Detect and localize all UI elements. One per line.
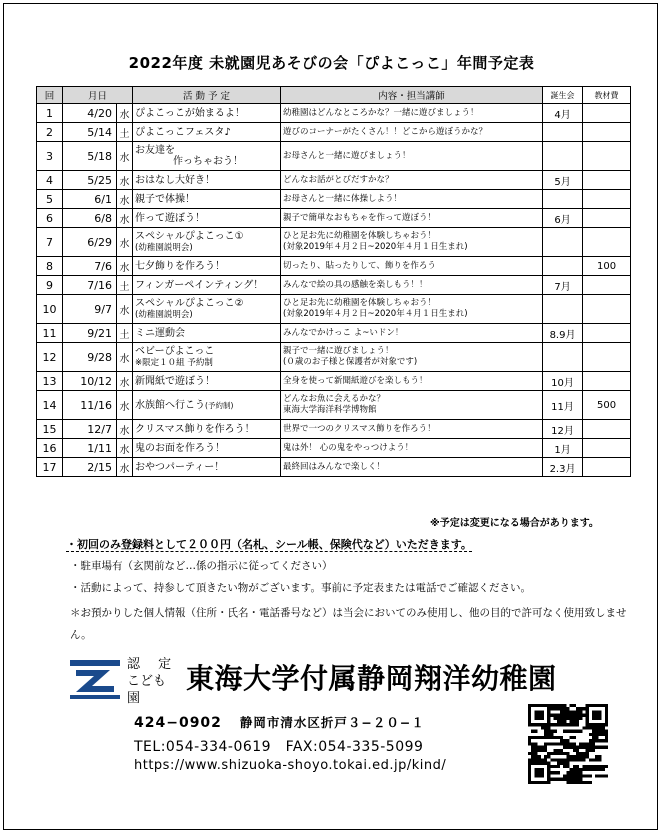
cell-material (583, 228, 631, 257)
event-title: ベビーぴよこっこ (135, 345, 215, 357)
table-row (37, 190, 631, 209)
cell-material: 100 (583, 257, 631, 276)
table-row (37, 276, 631, 295)
cell-date: 9/21 (63, 324, 117, 343)
cell-no: 5 (37, 190, 63, 209)
cell-material (583, 372, 631, 391)
cell-birthday: 12月 (543, 420, 583, 439)
cell-day: 水 (117, 209, 133, 228)
cell-day: 水 (117, 343, 133, 372)
event-subtitle: (幼稚園説明会) (135, 309, 193, 320)
cell-date: 9/28 (63, 343, 117, 372)
content-line-1: どんなお魚に会えるかな？ (283, 394, 386, 404)
table-row (37, 228, 631, 257)
kindergarten-name: 東海大学付属静岡翔洋幼稚園 (186, 662, 557, 695)
cell-content (281, 420, 543, 439)
event-title: スペシャルぴよこっこ② (135, 297, 244, 309)
cell-content (281, 209, 543, 228)
cell-no: 3 (37, 142, 63, 171)
cell-birthday: 2.3月 (543, 458, 583, 477)
nintei-char-3: こども (127, 674, 167, 689)
cell-content (281, 257, 543, 276)
cell-birthday (543, 295, 583, 324)
event-subtitle: 作っちゃおう！ (173, 156, 244, 167)
cell-birthday: 8.9月 (543, 324, 583, 343)
cell-date: 7/6 (63, 257, 117, 276)
cell-no: 16 (37, 439, 63, 458)
cell-birthday (543, 190, 583, 209)
cell-no: 4 (37, 171, 63, 190)
cell-event (133, 391, 281, 420)
cell-day: 水 (117, 104, 133, 123)
table-row (37, 324, 631, 343)
cell-no: 7 (37, 228, 63, 257)
table-row (37, 372, 631, 391)
cell-material (583, 190, 631, 209)
table-row (37, 295, 631, 324)
event-title: ミニ運動会 (135, 327, 186, 339)
cell-day: 水 (117, 171, 133, 190)
table-row (37, 209, 631, 228)
cell-event (133, 190, 281, 209)
cell-no: 6 (37, 209, 63, 228)
nintei-char-1: 認 (127, 657, 141, 672)
cell-material (583, 439, 631, 458)
cell-no: 1 (37, 104, 63, 123)
content-line-2: (０歳のお子様と保護者が対象です) (283, 357, 418, 367)
cell-event (133, 439, 281, 458)
content-line-1: 世界で一つのクリスマス飾りを作ろう！ (283, 423, 436, 434)
privacy-note: ＊お預かりした個人情報（住所・氏名・電話番号など）は当会においてのみ使用し、他の目的で許可なく使用致しません。 (70, 607, 627, 641)
cell-event (133, 104, 281, 123)
cell-material (583, 324, 631, 343)
content-line-2: (対象2019年４月２日~2020年４月１日生まれ) (283, 242, 468, 252)
event-title: おやつパーティー！ (135, 461, 225, 473)
cell-no: 14 (37, 391, 63, 420)
fee-note-text: ・初回のみ登録料として２００円（名札、シール帳、保険代など）いただきます。 (66, 538, 472, 551)
content-line-1: ひと足お先に幼稚園を体験しちゃおう！ (283, 231, 437, 241)
header-no: 回 (37, 87, 63, 104)
cell-no: 2 (37, 123, 63, 142)
content-line-1: みんなでかけっこ よ~いドン！ (283, 327, 404, 338)
event-title: お友達を (135, 145, 176, 156)
cell-date: 5/14 (63, 123, 117, 142)
cell-event (133, 257, 281, 276)
cell-date: 6/8 (63, 209, 117, 228)
table-row (37, 343, 631, 372)
qr-code-icon[interactable] (528, 704, 608, 784)
page-title: 2022年度 未就園児あそびの会「ぴよこっこ」年間予定表 (128, 54, 535, 72)
cell-material: 500 (583, 391, 631, 420)
cell-content (281, 372, 543, 391)
cell-content (281, 123, 543, 142)
cell-day: 土 (117, 276, 133, 295)
cell-birthday: 4月 (543, 104, 583, 123)
event-title: ぴよこっこフェスタ♪ (135, 126, 231, 138)
cell-day: 水 (117, 391, 133, 420)
cell-no: 10 (37, 295, 63, 324)
table-row (37, 458, 631, 477)
postal-code: 424−0902 (134, 715, 222, 731)
cell-material (583, 343, 631, 372)
cell-birthday (543, 257, 583, 276)
cell-event (133, 420, 281, 439)
cell-content (281, 171, 543, 190)
cell-material (583, 295, 631, 324)
cell-content (281, 104, 543, 123)
event-title: おはなし大好き！ (135, 174, 216, 186)
content-line-2: (対象2019年４月２日~2020年４月１日生まれ) (283, 309, 468, 319)
cell-date: 7/16 (63, 276, 117, 295)
event-title: 七夕飾りを作ろう！ (135, 260, 226, 272)
nintei-char-4: 園 (127, 691, 141, 706)
cell-event (133, 324, 281, 343)
cell-content (281, 295, 543, 324)
cell-material (583, 420, 631, 439)
fee-note (66, 536, 472, 552)
header-material: 教材費 (583, 87, 631, 104)
cell-day: 水 (117, 228, 133, 257)
schedule-table (36, 86, 631, 477)
content-line-1: お母さんと一緒に体操しよう！ (283, 193, 403, 204)
cell-event (133, 276, 281, 295)
cell-event (133, 209, 281, 228)
cell-date: 12/7 (63, 420, 117, 439)
cell-date: 4/20 (63, 104, 117, 123)
header-date: 月日 (63, 87, 133, 104)
cell-day: 水 (117, 439, 133, 458)
cell-birthday: 1月 (543, 439, 583, 458)
cell-birthday: 7月 (543, 276, 583, 295)
cell-material (583, 123, 631, 142)
cell-content (281, 190, 543, 209)
cell-event (133, 458, 281, 477)
content-line-2: 東海大学海洋科学博物館 (283, 405, 377, 415)
nintei-kodomoen-label (127, 656, 183, 707)
parking-note: ・駐車場有（玄関前など…係の指示に従ってください） (70, 560, 333, 572)
table-row (37, 391, 631, 420)
cell-birthday (543, 228, 583, 257)
content-line-1: お母さんと一緒に遊びましょう！ (283, 150, 411, 161)
cell-material (583, 209, 631, 228)
cell-date: 2/15 (63, 458, 117, 477)
cell-event (133, 142, 281, 171)
cell-birthday (543, 142, 583, 171)
content-line-1: ひと足お先に幼稚園を体験しちゃおう！ (283, 298, 437, 308)
content-line-1: 全身を使って新聞紙遊びを楽しもう！ (283, 375, 428, 386)
phone-fax: TEL:054-334-0619 FAX:054-335-5099 (134, 739, 424, 755)
cell-no: 13 (37, 372, 63, 391)
cell-day: 水 (117, 420, 133, 439)
table-row (37, 420, 631, 439)
cell-content (281, 142, 543, 171)
content-line-1: 最終回はみんなで楽しく！ (283, 461, 386, 472)
event-title: クリスマス飾りを作ろう！ (135, 423, 255, 435)
cell-birthday: 10月 (543, 372, 583, 391)
cell-no: 11 (37, 324, 63, 343)
cell-material (583, 276, 631, 295)
address-city: 静岡市清水区折戸３−２０−１ (239, 715, 425, 730)
content-line-1: 幼稚園はどんなところかな？一緒に遊びましょう！ (283, 107, 479, 118)
cell-birthday: 5月 (543, 171, 583, 190)
content-line-1: どんなお話がとびだすかな？ (283, 174, 394, 185)
content-line-1: みんなで絵の具の感触を楽しもう！！ (283, 279, 428, 290)
content-line-1: 親子で簡単なおもちゃを作って遊ぼう！ (283, 212, 437, 223)
cell-no: 15 (37, 420, 63, 439)
cell-event (133, 372, 281, 391)
cell-content (281, 458, 543, 477)
header-event: 活 動 予 定 (133, 87, 281, 104)
cell-event (133, 171, 281, 190)
website-url[interactable]: https://www.shizuoka-shoyo.tokai.ed.jp/kind/ (134, 758, 447, 773)
cell-material (583, 142, 631, 171)
cell-birthday: 11月 (543, 391, 583, 420)
cell-date: 5/18 (63, 142, 117, 171)
header-birthday: 誕生会 (543, 87, 583, 104)
cell-event (133, 123, 281, 142)
cell-date: 6/1 (63, 190, 117, 209)
table-row (37, 104, 631, 123)
event-note: (予約制) (205, 400, 234, 410)
kindergarten-logo-icon (70, 656, 120, 700)
table-row (37, 142, 631, 171)
event-title: フィンガーペインティング！ (135, 279, 264, 291)
cell-date: 1/11 (63, 439, 117, 458)
table-row (37, 123, 631, 142)
cell-day: 水 (117, 190, 133, 209)
cell-date: 9/7 (63, 295, 117, 324)
cell-content (281, 343, 543, 372)
address (134, 713, 425, 731)
cell-content (281, 276, 543, 295)
event-title: ぴよこっこが始まるよ！ (135, 107, 245, 119)
cell-event (133, 228, 281, 257)
cell-no: 12 (37, 343, 63, 372)
event-title: 鬼のお面を作ろう！ (135, 442, 226, 454)
cell-day: 水 (117, 458, 133, 477)
cell-date: 10/12 (63, 372, 117, 391)
nintei-char-2: 定 (158, 657, 172, 672)
cell-birthday (543, 123, 583, 142)
cell-date: 11/16 (63, 391, 117, 420)
cell-content (281, 391, 543, 420)
change-note: ※予定は変更になる場合があります。 (430, 518, 599, 529)
header-content: 内容・担当講師 (281, 87, 543, 104)
table-row (37, 257, 631, 276)
cell-day: 水 (117, 142, 133, 171)
cell-material (583, 458, 631, 477)
cell-day: 水 (117, 257, 133, 276)
cell-no: 17 (37, 458, 63, 477)
cell-event (133, 295, 281, 324)
cell-content (281, 324, 543, 343)
cell-content (281, 228, 543, 257)
event-title: 親子で体操！ (135, 193, 196, 205)
event-title: 作って遊ぼう！ (135, 212, 206, 224)
table-row (37, 171, 631, 190)
content-line-1: 親子で一緒に遊びましょう！ (283, 346, 394, 356)
cell-date: 6/29 (63, 228, 117, 257)
table-header-row (37, 87, 631, 104)
event-title: 新聞紙で遊ぼう！ (135, 375, 216, 387)
content-line-1: 切ったり、貼ったりして、飾りを作ろう (283, 260, 436, 271)
cell-birthday (543, 343, 583, 372)
event-subtitle: ※限定１０組 予約制 (135, 357, 213, 368)
cell-day: 水 (117, 372, 133, 391)
event-subtitle: (幼稚園説明会) (135, 242, 193, 253)
event-title: スペシャルぴよこっこ① (135, 230, 244, 242)
bring-note: ・活動によって、持参して頂きたい物がございます。事前に予定表または電話でご確認ください。 (70, 582, 531, 594)
cell-no: 8 (37, 257, 63, 276)
cell-content (281, 439, 543, 458)
cell-material (583, 104, 631, 123)
event-title: 水族館へ行こう (135, 399, 206, 411)
cell-no: 9 (37, 276, 63, 295)
cell-material (583, 171, 631, 190)
cell-day: 土 (117, 123, 133, 142)
cell-date: 5/25 (63, 171, 117, 190)
table-row (37, 439, 631, 458)
cell-birthday: 6月 (543, 209, 583, 228)
cell-day: 水 (117, 295, 133, 324)
cell-day: 土 (117, 324, 133, 343)
cell-event (133, 343, 281, 372)
content-line-1: 遊びのコーナーがたくさん！！どこから遊ぼうかな？ (283, 126, 488, 137)
content-line-1: 鬼は外！ 心の鬼をやっつけよう！ (283, 442, 414, 453)
